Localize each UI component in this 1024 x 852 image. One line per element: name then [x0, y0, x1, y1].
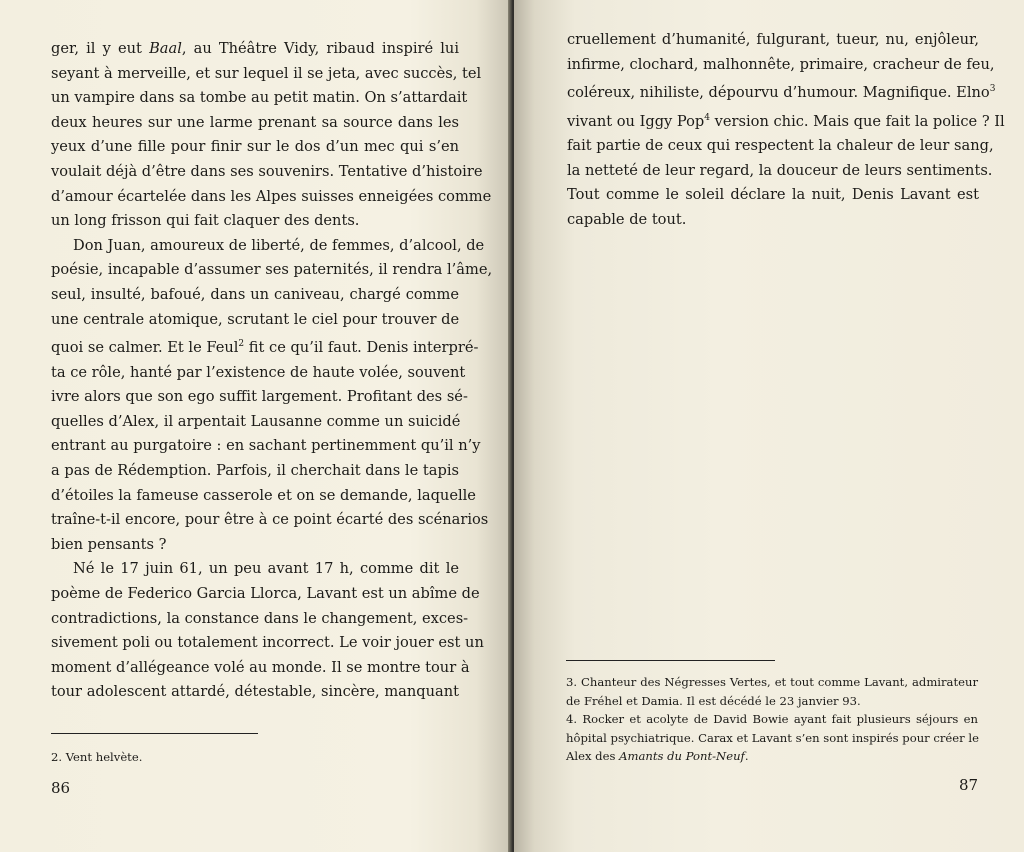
text-line: [51, 508, 489, 533]
text-segment: capable de tout.: [567, 210, 687, 228]
text-segment: version chic. Mais que fait la police ? Il: [710, 112, 1005, 130]
text-line: [51, 607, 469, 632]
right-page-body: [567, 28, 1005, 232]
footnote-rule: [51, 733, 258, 734]
text-segment: fit ce qu’il faut. Denis interpré-: [244, 338, 479, 356]
text-line: [51, 434, 481, 459]
text-line: [566, 692, 978, 711]
text-line: [567, 28, 979, 53]
page-number: 86: [51, 779, 71, 797]
text-line: [567, 53, 995, 78]
footnote-rule: [566, 660, 775, 661]
text-segment: tour adolescent attardé, détestable, sincère, manquant: [51, 683, 459, 701]
text-line: [51, 533, 459, 558]
text-segment: ivre alors que son ego suffit largement. Profitant des sé-: [51, 388, 468, 406]
footnote-line: 2. Vent helvète.: [51, 750, 143, 764]
footnote-4: [566, 710, 978, 766]
right-footnotes: [566, 673, 978, 766]
text-segment: un long frisson qui fait claquer des dents.: [51, 212, 360, 230]
text-line: [51, 86, 468, 111]
text-segment: d’amour écartelée dans les Alpes suisses enneigées comme: [51, 187, 492, 205]
footnote-ref: 3: [989, 84, 996, 95]
text-line: [51, 111, 459, 136]
text-line: [566, 729, 978, 748]
text-segment: traîne-t-il encore, pour être à ce point écarté des scénarios: [51, 511, 489, 529]
text-segment: .: [744, 749, 749, 764]
text-line: [51, 557, 459, 582]
text-segment: cruellement d’humanité, fulgurant, tueur, nu, enjôleur,: [567, 31, 979, 48]
text-segment: , au Théâtre Vidy, ribaud inspiré lui: [181, 40, 459, 57]
text-line: [51, 234, 485, 259]
text-segment: 3. Chanteur des Négresses Vertes, et tout comme Lavant, admirateur: [566, 675, 978, 689]
text-segment: voulait déjà d’être dans ses souvenirs. Tentative d’histoire: [51, 162, 483, 180]
text-line: [51, 631, 484, 656]
text-line: [51, 185, 492, 210]
text-line: [567, 159, 993, 184]
text-line: [51, 680, 459, 705]
text-segment: yeux d’une fille pour finir sur le dos d’un mec qui s’en: [51, 138, 459, 156]
text-line: [567, 183, 979, 208]
text-segment: sivement poli ou totalement incorrect. Le voir jouer est un: [51, 634, 484, 652]
text-line: [566, 710, 978, 729]
text-line: [567, 134, 994, 159]
text-segment: un vampire dans sa tombe au petit matin. On s’attardait: [51, 89, 468, 107]
text-segment: deux heures sur une larme prenant sa source dans les: [51, 113, 459, 131]
text-segment: a pas de Rédemption. Parfois, il cherchait dans le tapis: [51, 461, 459, 479]
text-line: [566, 673, 978, 692]
text-line: [51, 656, 470, 681]
text-segment: Alex des: [566, 749, 620, 764]
text-segment: fait partie de ceux qui respectent la chaleur de leur sang,: [567, 137, 994, 155]
text-segment: vivant ou Iggy Pop: [567, 112, 705, 130]
text-segment: Né le 17 juin 61, un peu avant 17 h, comme dit le: [73, 560, 459, 578]
footnote-3: [566, 673, 978, 710]
italic-title: Baal: [149, 40, 182, 57]
text-line: [51, 582, 480, 607]
italic-title: Amants du Pont-Neuf: [619, 749, 745, 764]
page-number: 87: [959, 776, 979, 794]
text-line: [567, 106, 1005, 134]
text-segment: quoi se calmer. Et le Feul: [51, 338, 239, 356]
left-page-body: [51, 37, 493, 705]
footnote-2: [51, 748, 459, 767]
text-segment: quelles d’Alex, il arpentait Lausanne comme un suicidé: [51, 412, 461, 430]
text-line: [51, 385, 468, 410]
text-segment: moment d’allégeance volé au monde. Il se montre tour à: [51, 658, 470, 676]
text-line: [51, 135, 459, 160]
text-segment: seyant à merveille, et sur lequel il se jeta, avec succès, tel: [51, 64, 482, 82]
text-line: [51, 37, 459, 62]
text-segment: d’étoiles la fameuse casserole et on se demande, laquelle: [51, 486, 476, 504]
text-segment: seul, insulté, bafoué, dans un caniveau, chargé comme: [51, 285, 459, 303]
text-segment: bien pensants ?: [51, 535, 167, 553]
text-segment: coléreux, nihiliste, dépourvu d’humour. Magnifique. Elno: [567, 84, 990, 102]
text-segment: hôpital psychiatrique. Carax et Lavant s’en sont inspirés pour créer le: [566, 730, 979, 745]
text-line: [51, 62, 482, 87]
text-line: [567, 77, 996, 105]
text-line: [51, 160, 483, 185]
text-segment: contradictions, la constance dans le changement, exces-: [51, 609, 469, 627]
text-line: [51, 484, 476, 509]
text-line: [566, 747, 978, 766]
text-line: [51, 258, 493, 283]
footnote-ref: 4: [704, 112, 711, 123]
text-segment: 4. Rocker et acolyte de David Bowie ayant fait plusieurs séjours en: [566, 712, 978, 727]
text-line: [51, 332, 479, 360]
text-segment: de Fréhel et Damia. Il est décédé le 23 janvier 93.: [566, 693, 861, 708]
text-line: [51, 283, 459, 308]
text-segment: Don Juan, amoureux de liberté, de femmes, d’alcool, de: [73, 236, 485, 254]
text-segment: poème de Federico Garcia Llorca, Lavant est un abîme de: [51, 584, 480, 602]
text-segment: poésie, incapable d’assumer ses paternités, il rendra l’âme,: [51, 261, 493, 279]
text-segment: ger, il y eut: [51, 40, 150, 57]
footnote-ref: 2: [238, 339, 245, 350]
right-page: [514, 0, 1024, 852]
text-segment: la netteté de leur regard, la douceur de leurs sentiments.: [567, 161, 993, 179]
text-line: [51, 209, 459, 234]
text-line: [567, 208, 979, 233]
text-segment: infirme, clochard, malhonnête, primaire, cracheur de feu,: [567, 55, 995, 73]
text-line: [51, 459, 459, 484]
text-segment: entrant au purgatoire : en sachant pertinemment qu’il n’y: [51, 437, 481, 455]
text-line: [51, 361, 466, 386]
text-line: [51, 410, 459, 435]
text-segment: Tout comme le soleil déclare la nuit, Denis Lavant est: [567, 186, 979, 204]
text-line: [51, 308, 459, 333]
text-segment: ta ce rôle, hanté par l’existence de haute volée, souvent: [51, 363, 466, 381]
text-segment: une centrale atomique, scrutant le ciel pour trouver de: [51, 310, 460, 328]
